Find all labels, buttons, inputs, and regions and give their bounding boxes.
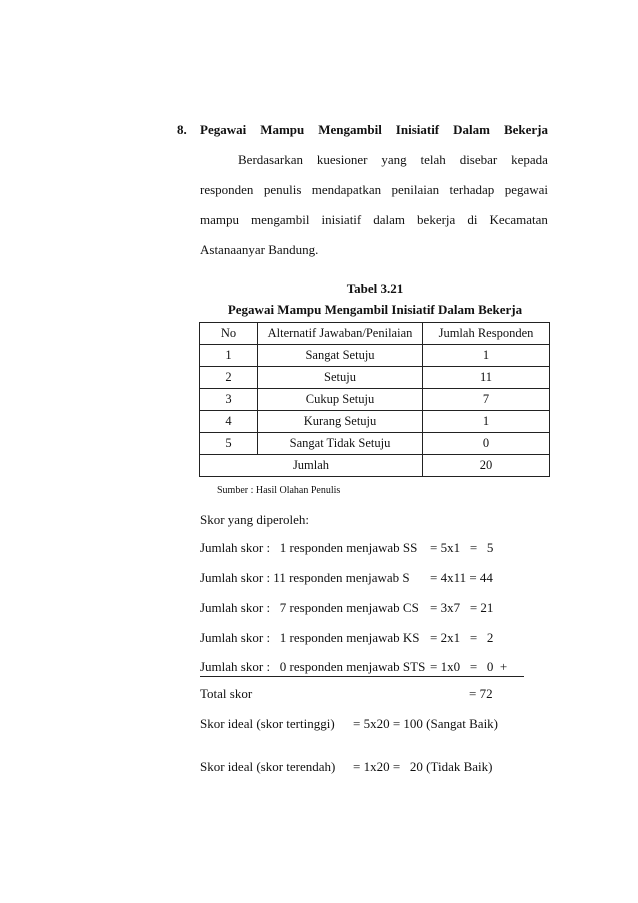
word: di [467, 212, 478, 227]
header-count: Jumlah Responden [423, 323, 550, 345]
word: Kecamatan [489, 212, 548, 227]
header-no: No [200, 323, 258, 345]
paragraph-line-2 [200, 182, 548, 198]
table-row [200, 433, 550, 455]
word: mengambil [251, 212, 310, 227]
score-label: Jumlah skor : 7 responden menjawab CS [200, 600, 419, 615]
table-source: Sumber : Hasil Olahan Penulis [217, 485, 341, 496]
data-table [199, 322, 550, 477]
total-score-label: Total skor [200, 686, 253, 701]
cell-answer: Setuju [258, 367, 423, 389]
ideal-high-label: Skor ideal (skor tertinggi) [200, 716, 335, 731]
cell-answer: Sangat Tidak Setuju [258, 433, 423, 455]
word: responden [200, 182, 254, 197]
cell-count: 1 [423, 411, 550, 433]
word: kuesioner [316, 152, 368, 167]
paragraph-line-1 [238, 152, 548, 168]
paragraph-line-4: Astanaanyar Bandung. [200, 242, 319, 257]
cell-no: 3 [200, 389, 258, 411]
score-calc: = 4x11 = 44 [430, 570, 493, 585]
cell-count: 11 [423, 367, 550, 389]
score-calc: = 3x7 = 21 [430, 600, 494, 615]
word: penilaian [391, 182, 440, 197]
cell-no: 1 [200, 345, 258, 367]
header-answer: Alternatif Jawaban/Penilaian [258, 323, 423, 345]
word: kepada [511, 152, 548, 167]
score-label: Jumlah skor : 1 responden menjawab SS [200, 540, 418, 555]
cell-count: 1 [423, 345, 550, 367]
table-row [200, 367, 550, 389]
ideal-high-value: = 5x20 = 100 (Sangat Baik) [353, 716, 499, 731]
score-label: Jumlah skor : 11 responden menjawab S [200, 570, 410, 585]
score-label: Jumlah skor : 1 responden menjawab KS [200, 630, 420, 645]
sum-divider [200, 676, 524, 677]
table-total-row [200, 455, 550, 477]
word: Berdasarkan [238, 152, 303, 167]
score-calc: = 1x0 = 0 + [430, 659, 508, 674]
heading-word: Dalam [453, 122, 490, 137]
table-header-row [200, 323, 550, 345]
total-score-value: = 72 [469, 686, 493, 701]
word: yang [381, 152, 407, 167]
cell-answer: Kurang Setuju [258, 411, 423, 433]
word: disebar [459, 152, 498, 167]
table-label: Tabel 3.21 [346, 281, 404, 296]
word: penulis [263, 182, 302, 197]
score-calc: = 5x1 = 5 [430, 540, 494, 555]
word: mendapatkan [311, 182, 382, 197]
total-value: 20 [423, 455, 550, 477]
scores-intro: Skor yang diperoleh: [200, 512, 310, 527]
word: bekerja [417, 212, 456, 227]
score-calc: = 2x1 = 2 [430, 630, 494, 645]
table-title: Pegawai Mampu Mengambil Inisiatif Dalam Bekerja [227, 302, 523, 317]
table-row [200, 411, 550, 433]
table-row [200, 345, 550, 367]
score-label: Jumlah skor : 0 responden menjawab STS [200, 659, 426, 674]
word: telah [420, 152, 446, 167]
word: mampu [200, 212, 239, 227]
word: inisiatif [321, 212, 362, 227]
cell-no: 4 [200, 411, 258, 433]
section-heading [200, 122, 548, 138]
cell-no: 2 [200, 367, 258, 389]
heading-word: Mampu [260, 122, 305, 137]
heading-word: Pegawai [200, 122, 247, 137]
paragraph-line-3 [200, 212, 548, 228]
cell-count: 0 [423, 433, 550, 455]
cell-answer: Sangat Setuju [258, 345, 423, 367]
cell-answer: Cukup Setuju [258, 389, 423, 411]
word: pegawai [504, 182, 548, 197]
section-number: 8. [177, 122, 187, 137]
cell-count: 7 [423, 389, 550, 411]
heading-word: Inisiatif [395, 122, 440, 137]
ideal-low-label: Skor ideal (skor terendah) [200, 759, 336, 774]
ideal-low-value: = 1x20 = 20 (Tidak Baik) [353, 759, 493, 774]
cell-no: 5 [200, 433, 258, 455]
table-row [200, 389, 550, 411]
heading-word: Mengambil [318, 122, 382, 137]
heading-word: Bekerja [503, 122, 548, 137]
word: terhadap [449, 182, 495, 197]
word: dalam [373, 212, 406, 227]
total-label: Jumlah [200, 455, 423, 477]
